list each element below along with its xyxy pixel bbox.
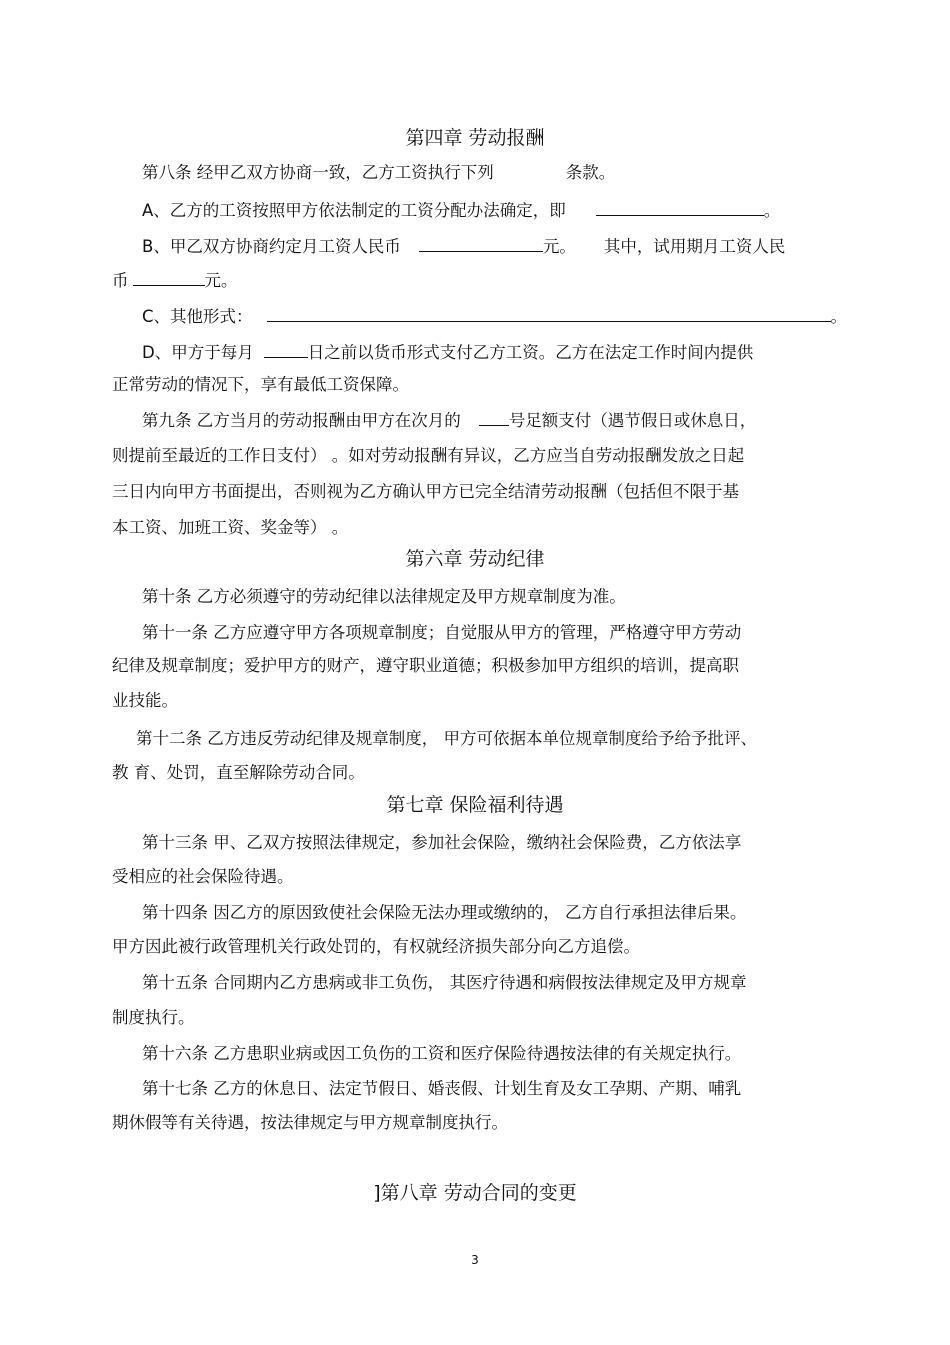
option-b-text: B、甲乙双方协商约定月工资人民币 [142, 237, 401, 256]
option-a [142, 200, 780, 222]
chapter-8-heading: ]第八章 劳动合同的变更 [373, 1182, 577, 1204]
option-d-tail: 日之前以货币形式支付乙方工资。乙方在法定工作时间内提供 [307, 343, 754, 362]
option-a-text: A、乙方的工资按照甲方依法制定的工资分配办法确定，即 [142, 201, 566, 220]
blank-probation-salary [133, 270, 205, 286]
chapter-4-heading: 第四章 劳动报酬 [405, 127, 545, 149]
article-12-line-1: 第十二条 乙方违反劳动纪律及规章制度， 甲方可依据本单位规章制度给予给予批评、 [136, 729, 757, 748]
article-11-line-1: 第十一条 乙方应遵守甲方各项规章制度；自觉服从甲方的管理，严格遵守甲方劳动 [142, 623, 742, 642]
option-c-end: 。 [830, 307, 848, 326]
option-b-line-1 [142, 236, 785, 258]
option-d-line-2: 正常劳动的情况下，享有最低工资保障。 [112, 375, 409, 394]
blank-pay-date [479, 410, 509, 426]
article-17-line-1: 第十七条 乙方的休息日、法定节假日、婚丧假、计划生育及女工孕期、产期、哺乳 [142, 1079, 742, 1098]
article-8 [142, 162, 615, 184]
option-b-line-2 [112, 270, 238, 292]
article-11-line-2: 纪律及规章制度；爱护甲方的财产，遵守职业道德；积极参加甲方组织的培训，提高职 [112, 656, 739, 675]
option-a-end: 。 [763, 201, 781, 220]
article-9-line-1 [142, 410, 756, 432]
option-d-line-1 [142, 342, 753, 364]
chapter-7-heading: 第七章 保险福利待遇 [386, 794, 564, 816]
article-8-tail: 条款。 [565, 163, 616, 182]
article-9-text: 第九条 乙方当月的劳动报酬由甲方在次月的 [142, 411, 461, 430]
article-9-line-4: 本工资、加班工资、奖金等） 。 [112, 518, 349, 537]
option-b-mid: 元。 [542, 237, 576, 256]
option-b-tail: 其中，试用期月工资人民 [603, 237, 786, 256]
article-12-line-2: 教 育、处罚，直至解除劳动合同。 [112, 763, 365, 782]
article-14-line-2: 甲方因此被行政管理机关行政处罚的，有权就经济损失部分向乙方追偿。 [112, 937, 640, 956]
article-10: 第十条 乙方必须遵守的劳动纪律以法律规定及甲方规章制度为准。 [142, 587, 626, 606]
blank-other-form [267, 306, 831, 322]
article-13-line-2: 受相应的社会保险待遇。 [112, 867, 294, 886]
article-15-line-2: 制度执行。 [112, 1008, 195, 1027]
blank-option-a [596, 200, 764, 216]
blank-monthly-salary [419, 236, 543, 252]
article-11-line-3: 业技能。 [112, 691, 178, 710]
page-number: 3 [471, 1253, 479, 1267]
article-9-tail: 号足额支付（遇节假日或休息日， [508, 411, 757, 430]
article-9-line-3: 三日内向甲方书面提出，否则视为乙方确认甲方已完全结清劳动报酬（包括但不限于基 [112, 482, 739, 501]
chapter-6-heading: 第六章 劳动纪律 [405, 548, 545, 570]
article-17-line-2: 期休假等有关待遇，按法律规定与甲方规章制度执行。 [112, 1113, 508, 1132]
article-14-line-1: 第十四条 因乙方的原因致使社会保险无法办理或缴纳的， 乙方自行承担法律后果。 [142, 903, 747, 922]
option-c-text: C、其他形式： [142, 307, 253, 326]
option-c [142, 306, 847, 328]
article-15-line-1: 第十五条 合同期内乙方患病或非工负伤， 其医疗待遇和病假按法律规定及甲方规章 [142, 973, 747, 992]
option-d-text: D、甲方于每月 [142, 343, 254, 362]
article-13-line-1: 第十三条 甲、乙双方按照法律规定，参加社会保险，缴纳社会保险费，乙方依法享 [142, 833, 742, 852]
option-b-2-text: 币 [112, 271, 129, 290]
article-16: 第十六条 乙方患职业病或因工负伤的工资和医疗保险待遇按法律的有关规定执行。 [142, 1044, 742, 1063]
article-8-text: 第八条 经甲乙双方协商一致，乙方工资执行下列 [142, 163, 494, 182]
blank-option [494, 163, 566, 178]
option-b-2-end: 元。 [204, 271, 238, 290]
article-9-line-2: 则提前至最近的工作日支付） 。如对劳动报酬有异议，乙方应当自劳动报酬发放之日起 [112, 446, 745, 465]
blank-pay-day [264, 342, 308, 358]
